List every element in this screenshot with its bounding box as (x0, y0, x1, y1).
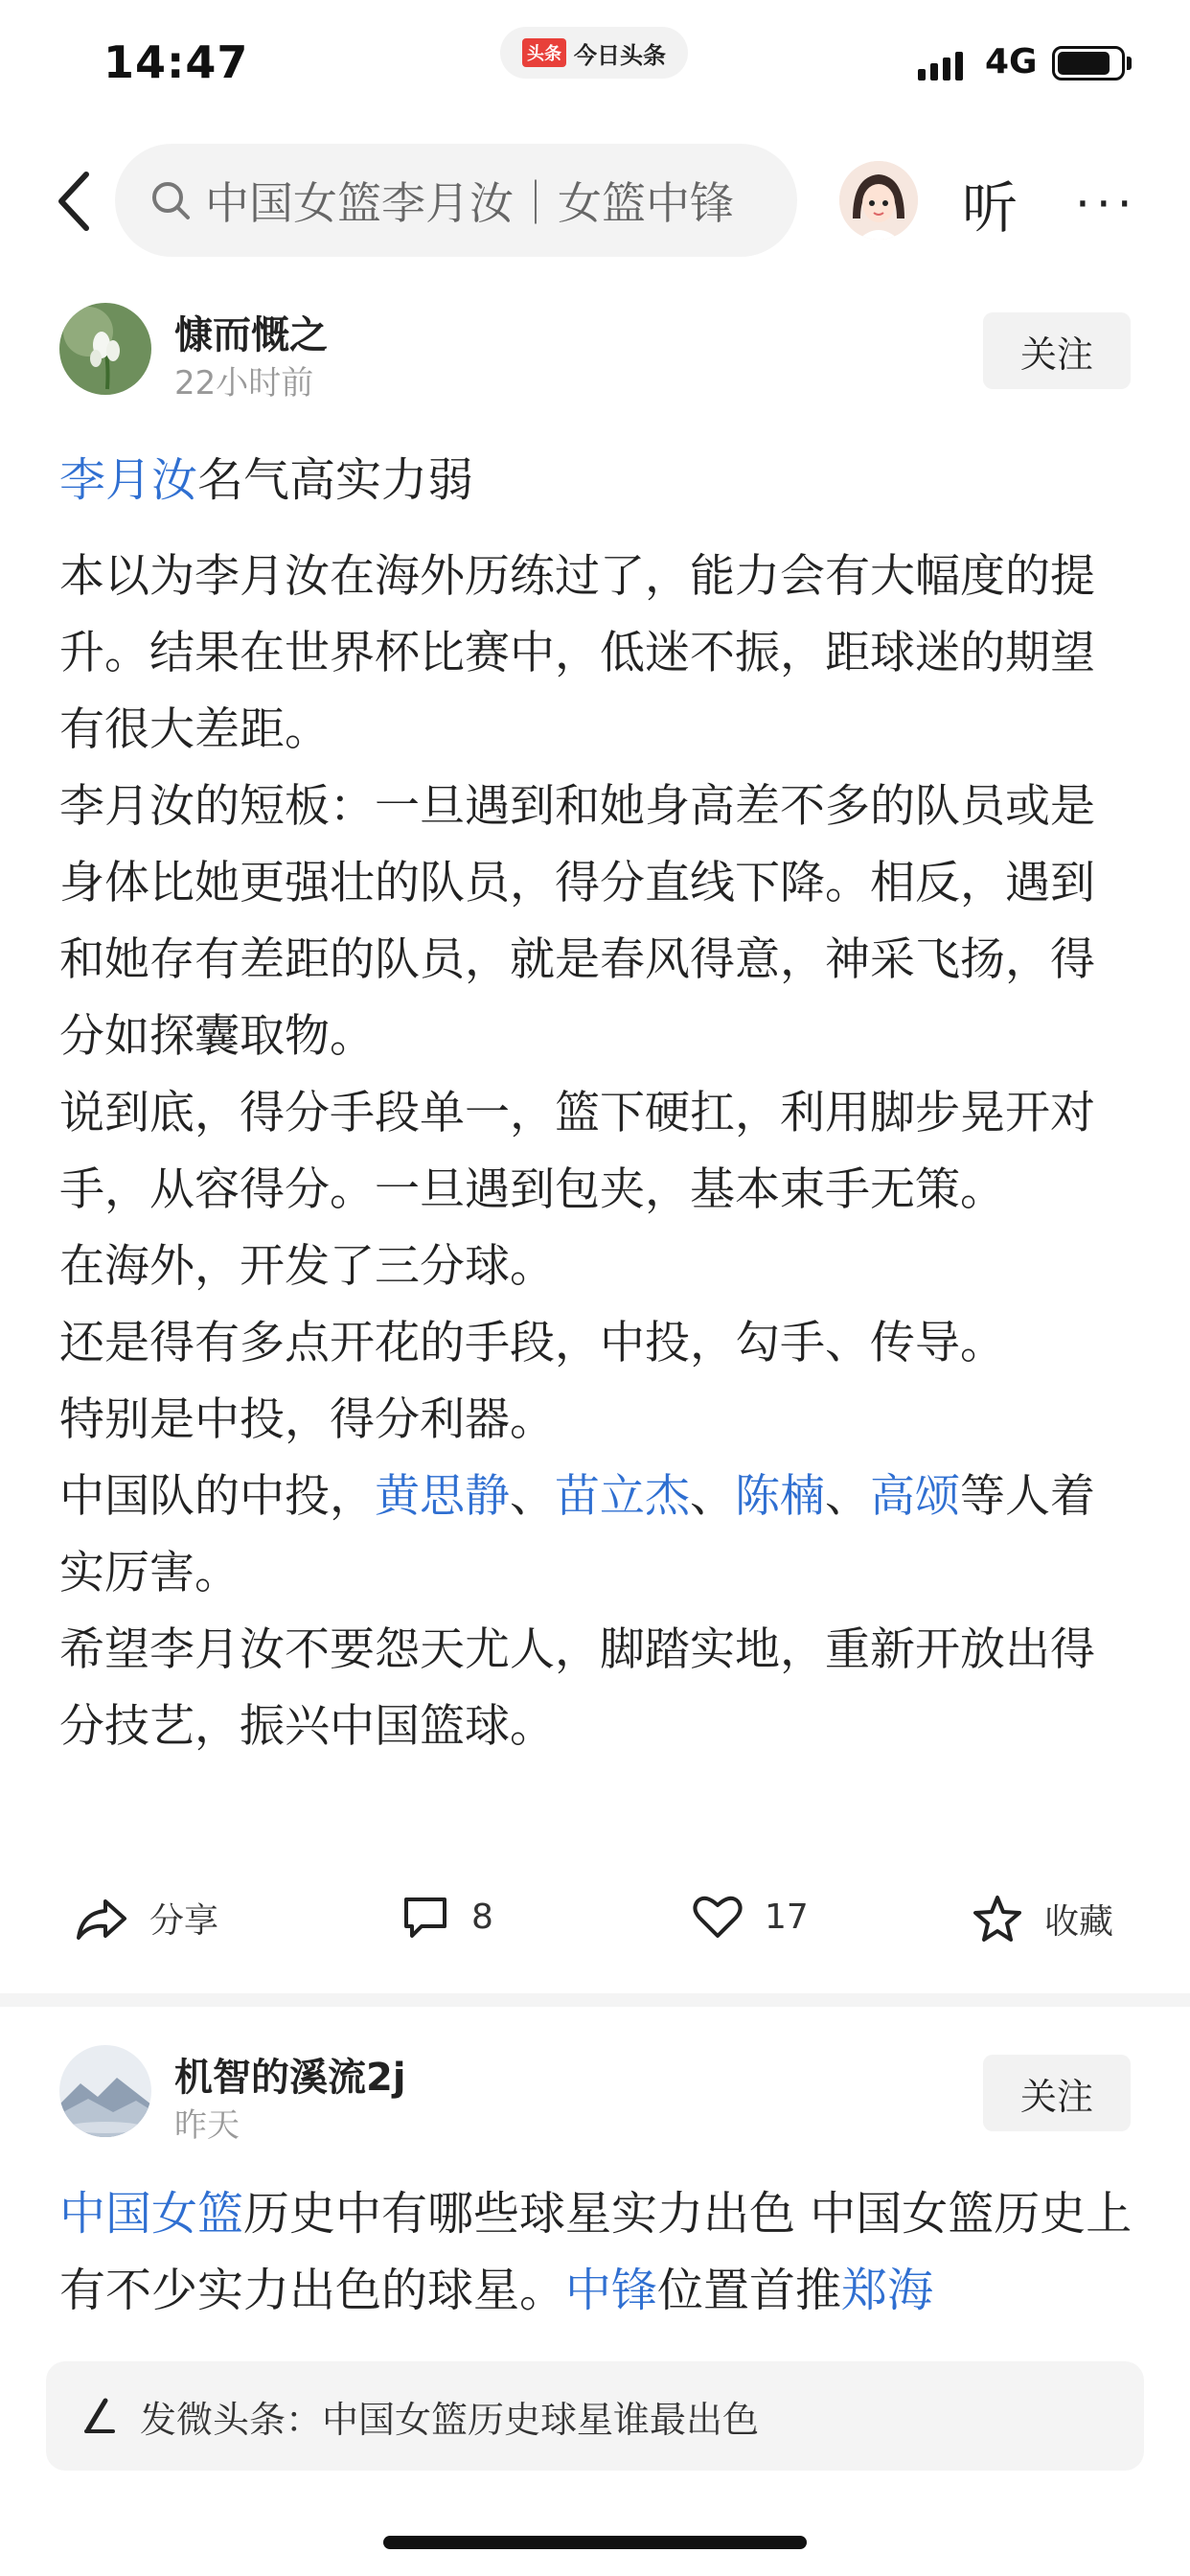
paragraph: 特别是中投，得分利器。 (59, 1393, 555, 1446)
post-title (59, 443, 473, 509)
separator: 、 (510, 1470, 555, 1523)
preview-text: 历史中有哪些球星实力出色 中国女篮历史上有不少实力出色的球星。 (59, 2187, 1133, 2317)
heart-icon (692, 1894, 744, 1940)
more-button[interactable]: ··· (1075, 176, 1138, 232)
compose-text: 发微头条：中国女篮历史球星谁最出色 (140, 2398, 760, 2441)
paragraph: 在海外，开发了三分球。 (59, 1240, 555, 1293)
status-bar (0, 0, 1190, 125)
separator: 、 (825, 1470, 870, 1523)
author-name[interactable]: 慷而慨之 (174, 313, 328, 357)
network-type: 4G (985, 42, 1038, 81)
title-text: 名气高实力弱 (197, 453, 474, 507)
post-preview[interactable] (59, 2175, 1138, 2329)
share-icon (75, 1896, 128, 1942)
section-divider (0, 1993, 1190, 2007)
paragraph: 李月汝的短板：一旦遇到和她身高差不多的队员或是身体比她更强壮的队员，得分直线下降。相反，遇到和她存有差距的队员，就是春风得意，神采飞扬，得分如探囊取物。 (59, 780, 1095, 1063)
separator: 、 (690, 1470, 735, 1523)
app-indicator[interactable] (500, 27, 688, 79)
share-label: 分享 (149, 1901, 219, 1941)
chevron-left-icon (56, 171, 94, 232)
topic-link[interactable]: 中国女篮 (59, 2187, 244, 2241)
battery-tip (1127, 57, 1132, 70)
search-icon (149, 179, 192, 221)
post-time: 22小时前 (174, 364, 314, 402)
post-author[interactable] (59, 2045, 634, 2145)
topic-link[interactable]: 郑海 (841, 2264, 934, 2317)
signal-icon (918, 48, 963, 80)
post-body (59, 539, 1138, 1765)
comment-icon (400, 1894, 450, 1940)
paragraph-text: 等人着实厉害。 (59, 1470, 1095, 1599)
nav-bar (0, 134, 1190, 268)
topic-link[interactable]: 中锋 (565, 2264, 658, 2317)
share-button[interactable] (75, 1894, 218, 1943)
comment-count: 8 (471, 1897, 493, 1937)
user-avatar[interactable] (839, 161, 918, 240)
status-time: 14:47 (103, 36, 249, 88)
preview-text: 位置首推 (657, 2264, 842, 2317)
like-count: 17 (765, 1897, 809, 1937)
author-avatar[interactable] (59, 303, 151, 395)
author-name[interactable]: 机智的溪流2j (174, 2056, 406, 2100)
post-time: 昨天 (174, 2106, 240, 2145)
app-logo: 头条 (522, 38, 566, 67)
paragraph (59, 1459, 1138, 1612)
comment-button[interactable] (400, 1894, 493, 1940)
favorite-label: 收藏 (1044, 1901, 1114, 1942)
compose-bar[interactable] (46, 2361, 1144, 2471)
listen-button[interactable]: 听 (962, 175, 1018, 241)
battery-icon (1052, 46, 1125, 80)
author-avatar[interactable] (59, 2045, 151, 2137)
search-bar[interactable] (115, 144, 797, 257)
follow-button[interactable]: 关注 (983, 2055, 1131, 2131)
topic-link[interactable]: 李月汝 (59, 453, 198, 507)
paragraph: 说到底，得分手段单一，篮下硬扛，利用脚步晃开对手，从容得分。一旦遇到包夹，基本束手无策。 (59, 1087, 1095, 1216)
paragraph: 希望李月汝不要怨天尤人，脚踏实地，重新开放出得分技艺，振兴中国篮球。 (59, 1623, 1095, 1753)
search-query: 中国女篮李月汝｜女篮中锋 (205, 177, 734, 229)
player-link[interactable]: 黄思静 (375, 1470, 510, 1523)
player-link[interactable]: 苗立杰 (555, 1470, 690, 1523)
home-indicator[interactable] (383, 2536, 807, 2549)
pen-icon (80, 2397, 119, 2435)
paragraph-text: 中国队的中投， (59, 1470, 375, 1523)
like-button[interactable] (692, 1894, 809, 1940)
post-actions (0, 1874, 1190, 1970)
back-button[interactable] (46, 172, 103, 230)
follow-button[interactable]: 关注 (983, 312, 1131, 389)
app-name: 今日头条 (574, 41, 666, 69)
star-icon (972, 1894, 1023, 1944)
paragraph: 还是得有多点开花的手段，中投，勾手、传导。 (59, 1317, 1005, 1369)
favorite-button[interactable] (972, 1894, 1113, 1944)
post-author[interactable] (59, 303, 634, 402)
player-link[interactable]: 高颂 (870, 1470, 960, 1523)
paragraph: 本以为李月汝在海外历练过了，能力会有大幅度的提升。结果在世界杯比赛中，低迷不振，距球迷的期望有很大差距。 (59, 550, 1095, 756)
player-link[interactable]: 陈楠 (735, 1470, 825, 1523)
